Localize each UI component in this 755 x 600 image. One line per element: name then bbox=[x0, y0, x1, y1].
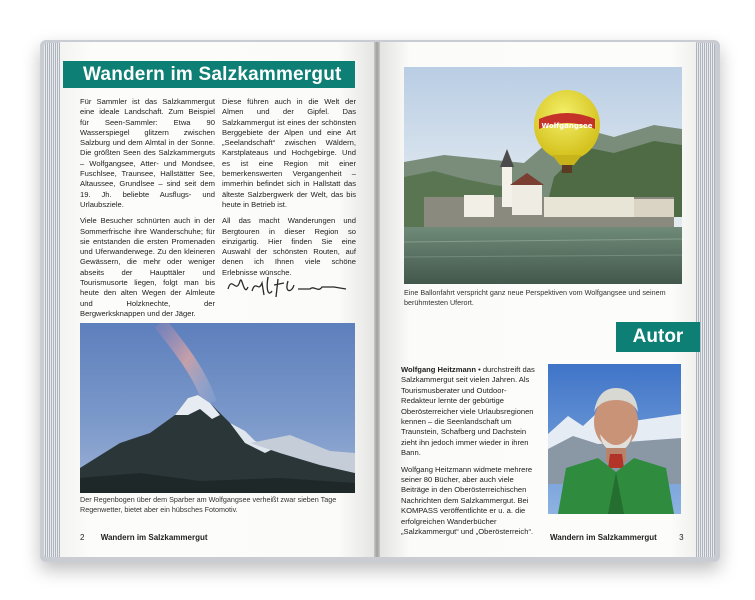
mountain-rainbow-photo bbox=[80, 323, 355, 493]
author-bio bbox=[401, 365, 541, 544]
balloon-lake-photo bbox=[404, 67, 682, 284]
page-number: 2 bbox=[80, 533, 85, 542]
running-title: Wandern im Salzkammergut bbox=[100, 533, 208, 542]
paragraph: All das macht Wanderungen und Bergtouren in dieser Region so einzigartig. Hier finden Sie eine Auswahl der schönsten Routen, auf denen ich Ihnen viele schöne Erlebnisse wünsche. bbox=[222, 216, 356, 277]
running-title: Wandern im Salzkammergut bbox=[550, 533, 657, 542]
author-heading: Autor bbox=[616, 322, 700, 352]
text-column-2 bbox=[222, 97, 356, 284]
book-gutter bbox=[374, 42, 380, 557]
photo-caption: Eine Ballonfahrt verspricht ganz neue Perspektiven vom Wolfgangsee und seinem berühmtesten Uferort. bbox=[404, 288, 666, 307]
footer bbox=[550, 533, 684, 542]
bio-paragraph bbox=[401, 365, 541, 459]
footer bbox=[80, 533, 208, 542]
paragraph: Viele Besucher schnürten auch in der Sommerfrische ihre Wanderschuhe; für sie entstanden die ersten Promenaden und Uferwanderwege. Zu den kleineren Gewässern, die mehr oder weniger abseits der Haupttäler und Tourismusorte liegen, folgt man bis heute den alten Wegen der Almleute und Holzknechte, der Bergwerksknappen und der Jäger. bbox=[80, 216, 215, 318]
text-column-1 bbox=[80, 97, 215, 325]
bio-text: • durchstreift das Salzkammergut seit vielen Jahren. Als Tourismusberater und Outdoor-Redakteur lernte der gebürtige Oberösterreicher viele Urlaubsregionen kennen – die Seenlandschaft um Traunstein, Schafberg und Dachstein zieht ihn jedoch immer wieder in ihren Bann. bbox=[401, 365, 535, 458]
bio-paragraph: Wolfgang Heitzmann widmete mehrere seiner 80 Bücher, aber auch viele Beiträge in den Oberösterreichischen Nachrichten dem Salzkammergut. Bei KOMPASS veröffentlichte er u. a. die erfolgreichen Wanderbücher „Salzkammergut“ und „Oberösterreich“. bbox=[401, 464, 534, 537]
paragraph: Diese führen auch in die Welt der Almen und der Gipfel. Das Salzkammergut ist eines der schönsten Berggebiete der Alpen und eine Art „Seelandschaft“ zwischen Wäldern, Karstplateaus und Hochgebirge. Und es ist eine Region mit einer bemerkenswerten Vergangenheit – immerhin befindet sich in Hallstatt das älteste Salzbergwerk der Welt, das bis heute in Betrieb ist. bbox=[222, 97, 356, 209]
balloon-text: Wolfgangsee bbox=[541, 122, 593, 130]
page-number: 3 bbox=[679, 533, 684, 542]
paragraph: Für Sammler ist das Salzkammergut eine ideale Landschaft. Zum Beispiel für Seen-Sammler: Etwa 90 Wasserspiegel glitzern zwischen Salzburg und dem Almtal in der Sonne. Die größten Seen des Salzkammerguts – Wolfgangsee, Atter- und Mondsee, Fuschlsee, Traunsee, Hallstätter See, Altaussee, Grundlsee – sind seit dem 19. Jh. beliebte Ausflugs- und Urlaubsziele. bbox=[80, 97, 215, 209]
author-portrait bbox=[548, 364, 681, 514]
page-heading: Wandern im Salzkammergut bbox=[63, 61, 355, 88]
photo-caption: Der Regenbogen über dem Sparber am Wolfgangsee verheißt zwar sieben Tage Regenwetter, bietet aber ein hübsches Fotomotiv. bbox=[80, 495, 337, 514]
author-name: Wolfgang Heitzmann bbox=[401, 365, 476, 374]
author-signature bbox=[222, 271, 352, 301]
right-page-edges bbox=[693, 43, 715, 557]
